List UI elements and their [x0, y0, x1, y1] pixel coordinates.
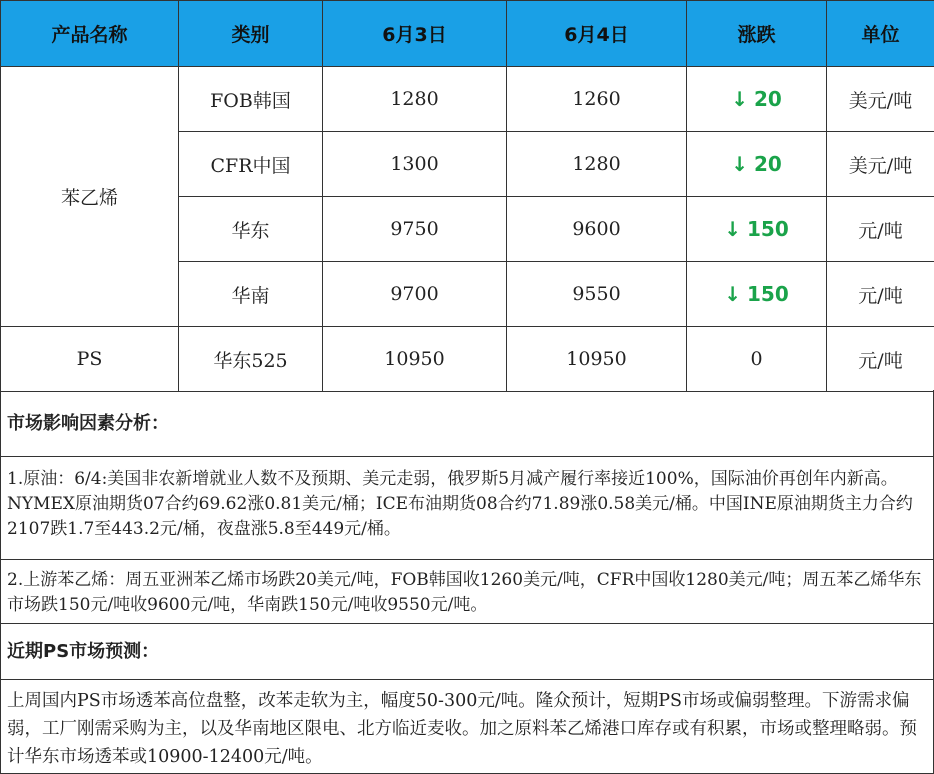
analysis-title: 市场影响因素分析：: [0, 390, 934, 457]
date2-cell: 9600: [507, 197, 687, 262]
category-cell: CFR中国: [179, 132, 323, 197]
change-cell: 0: [687, 327, 827, 392]
arrow-down-icon: ↓: [731, 152, 748, 176]
analysis-item-styrene: 2.上游苯乙烯：周五亚洲苯乙烯市场跌20美元/吨，FOB韩国收1260美元/吨，CFR中国收1280美元/吨；周五苯乙烯华东市场跌150元/吨收9600元/吨，华南跌150元/吨收9550元/吨。: [0, 560, 934, 624]
product-cell: 苯乙烯: [1, 67, 179, 327]
change-cell: [687, 67, 827, 132]
change-down: [731, 87, 782, 111]
unit-cell: 元/吨: [827, 197, 934, 262]
table-row: [1, 327, 934, 392]
change-down: [731, 152, 782, 176]
header-date2: 6月4日: [507, 1, 687, 67]
unit-cell: 元/吨: [827, 262, 934, 327]
analysis-item-crude: 1.原油：6/4:美国非农新增就业人数不及预期、美元走弱，俄罗斯5月减产履行率接近100%，国际油价再创年内新高。NYMEX原油期货07合约69.62涨0.81美元/桶；ICE布油期货08合约71.89涨0.58美元/桶。中国INE原油期货主力合约2107跌1.7至443.2元/桶，夜盘涨5.8至449元/桶。: [0, 457, 934, 560]
header-date1: 6月3日: [323, 1, 507, 67]
date2-cell: 9550: [507, 262, 687, 327]
change-value: 150: [747, 217, 789, 241]
date1-cell: 1300: [323, 132, 507, 197]
category-cell: FOB韩国: [179, 67, 323, 132]
change-down: [724, 282, 789, 306]
table-row: [1, 67, 934, 132]
header-product: 产品名称: [1, 1, 179, 67]
date1-cell: 9750: [323, 197, 507, 262]
unit-cell: 美元/吨: [827, 132, 934, 197]
forecast-title: 近期PS市场预测：: [0, 624, 934, 680]
date1-cell: 10950: [323, 327, 507, 392]
date2-cell: 1280: [507, 132, 687, 197]
header-change: 涨跌: [687, 1, 827, 67]
header-category: 类别: [179, 1, 323, 67]
change-value: 20: [753, 87, 782, 111]
change-cell: [687, 132, 827, 197]
forecast-text: 上周国内PS市场透苯高位盘整，改苯走软为主，幅度50-300元/吨。隆众预计，短期PS市场或偏弱整理。下游需求偏弱，工厂刚需采购为主，以及华南地区限电、北方临近麦收。加之原料苯乙烯港口库存或有积累，市场或整理略弱。预计华东市场透苯或10900-12400元/吨。: [0, 680, 934, 774]
arrow-down-icon: ↓: [724, 217, 741, 241]
change-cell: [687, 262, 827, 327]
change-down: [724, 217, 789, 241]
arrow-down-icon: ↓: [724, 282, 741, 306]
change-cell: [687, 197, 827, 262]
date2-cell: 1260: [507, 67, 687, 132]
date2-cell: 10950: [507, 327, 687, 392]
category-cell: 华东: [179, 197, 323, 262]
category-cell: 华南: [179, 262, 323, 327]
table-header-row: [1, 1, 934, 67]
product-cell: PS: [1, 327, 179, 392]
date1-cell: 9700: [323, 262, 507, 327]
unit-cell: 元/吨: [827, 327, 934, 392]
change-value: 150: [747, 282, 789, 306]
category-cell: 华东525: [179, 327, 323, 392]
arrow-down-icon: ↓: [731, 87, 748, 111]
header-unit: 单位: [827, 1, 934, 67]
unit-cell: 美元/吨: [827, 67, 934, 132]
change-value: 20: [753, 152, 782, 176]
date1-cell: 1280: [323, 67, 507, 132]
